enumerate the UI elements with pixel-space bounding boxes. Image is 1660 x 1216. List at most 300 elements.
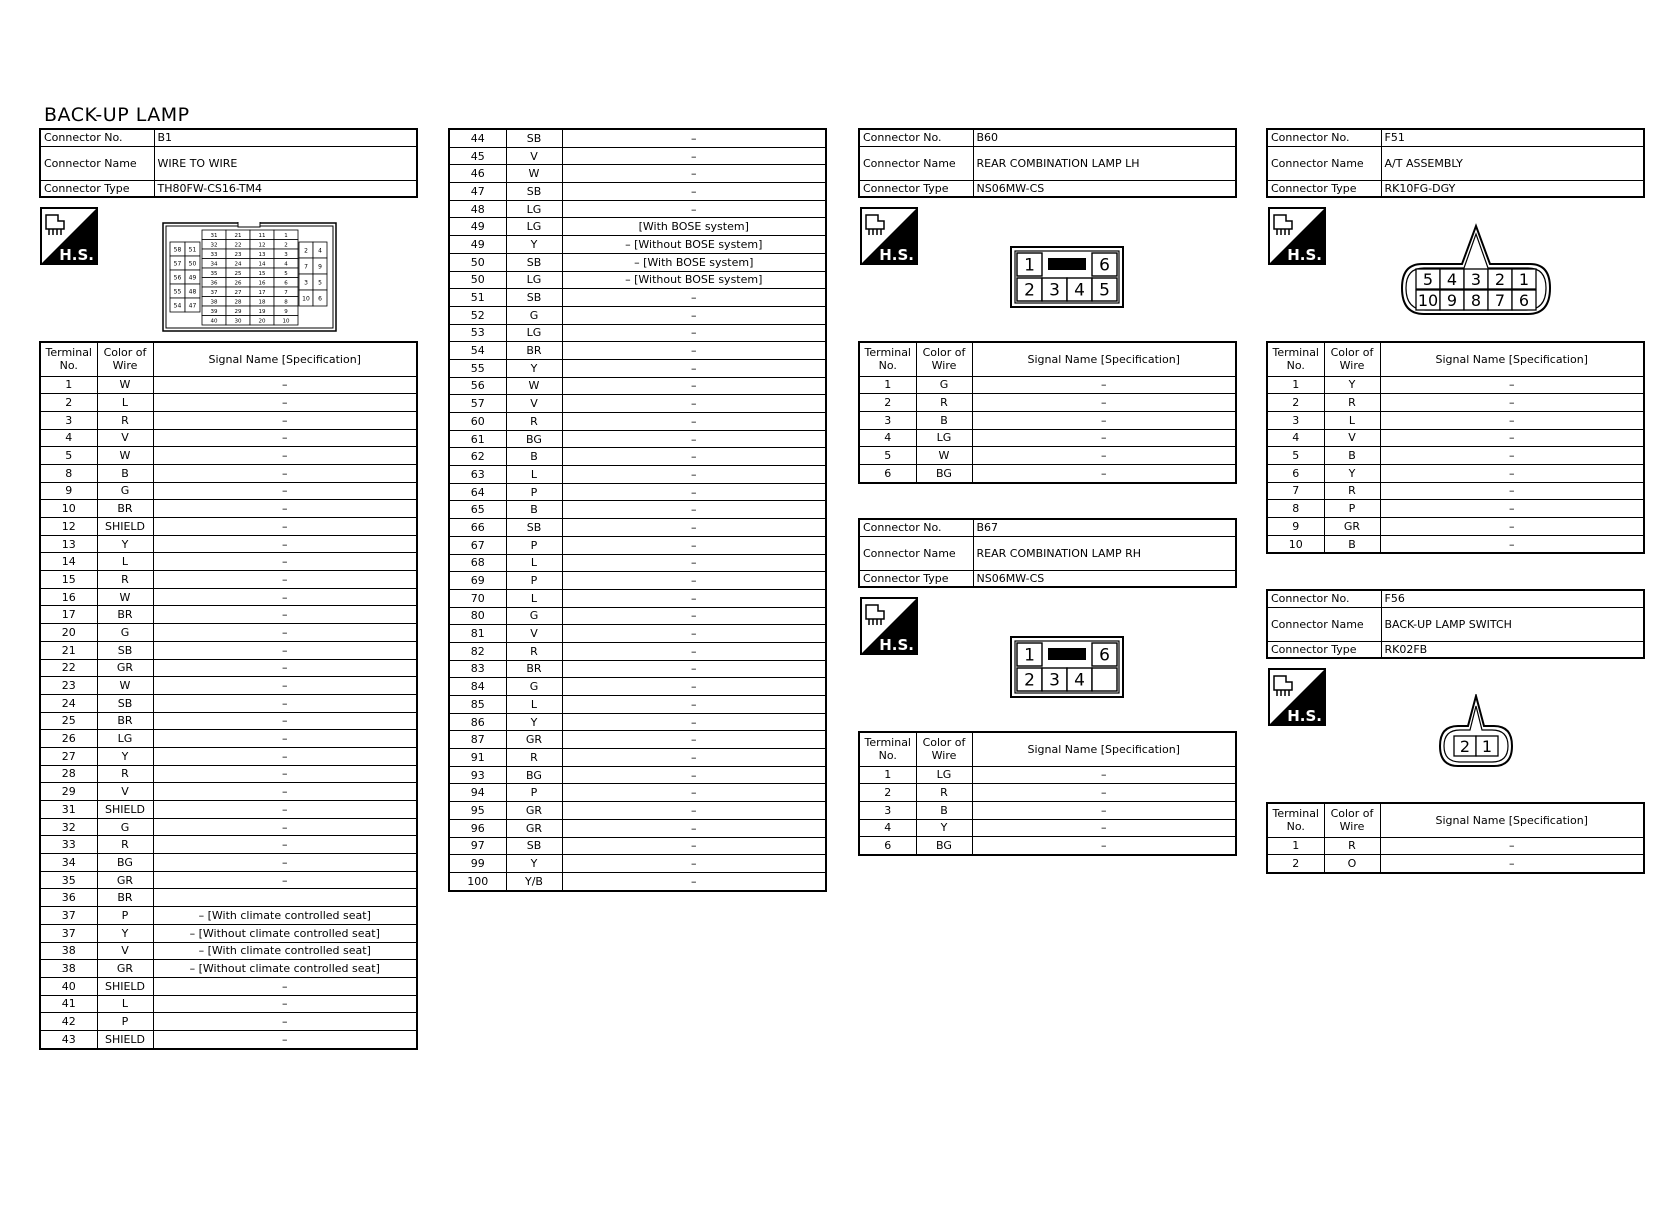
terminal-no: 9	[40, 482, 97, 500]
wire-color: BR	[97, 712, 153, 730]
wire-color: Y	[97, 535, 153, 553]
table-row	[449, 466, 826, 484]
signal-name: –	[562, 324, 826, 342]
wire-color: Y	[1324, 376, 1380, 394]
terminal-no: 1	[40, 376, 97, 394]
connector-pin	[1042, 278, 1067, 301]
terminal-table-f56	[1266, 802, 1645, 874]
svg-text:24: 24	[234, 261, 242, 268]
signal-name: –	[153, 588, 417, 606]
connector-pin	[250, 297, 274, 307]
svg-text:4: 4	[318, 247, 322, 255]
wire-color: GR	[506, 731, 562, 749]
table-row	[449, 589, 826, 607]
wire-color: GR	[97, 960, 153, 978]
table-row	[1267, 464, 1644, 482]
table-row	[40, 871, 417, 889]
connector-pin	[202, 259, 226, 269]
terminal-no: 33	[40, 836, 97, 854]
signal-name: –	[153, 995, 417, 1013]
wire-color: P	[506, 536, 562, 554]
terminal-no-header: Terminal No.	[40, 342, 97, 376]
terminal-no: 2	[1267, 394, 1324, 412]
wire-color: L	[1324, 411, 1380, 429]
connector-pin	[313, 274, 327, 290]
wire-color: R	[97, 836, 153, 854]
table-row	[449, 501, 826, 519]
table-row	[449, 802, 826, 820]
connector-pin	[299, 242, 313, 258]
svg-text:4: 4	[1074, 280, 1085, 301]
wire-color: W	[916, 447, 972, 465]
connector-type-value: RK10FG-DGY	[1381, 180, 1644, 197]
signal-name: –	[153, 818, 417, 836]
wire-color: BG	[506, 766, 562, 784]
connector-pin	[202, 287, 226, 297]
terminal-no: 80	[449, 607, 506, 625]
terminal-no: 6	[859, 464, 916, 482]
wire-color: V	[506, 147, 562, 165]
connector-pin	[313, 258, 327, 274]
table-row	[40, 1030, 417, 1048]
terminal-no: 2	[1267, 855, 1324, 873]
svg-text:29: 29	[234, 309, 242, 316]
connector-no-value: F51	[1381, 129, 1644, 146]
wire-color: LG	[97, 730, 153, 748]
wire-color: R	[97, 765, 153, 783]
connector-pin	[1017, 278, 1042, 301]
terminal-table-b67	[858, 731, 1237, 856]
terminal-no: 3	[1267, 411, 1324, 429]
connector-pin	[250, 278, 274, 288]
terminal-no: 22	[40, 659, 97, 677]
signal-name: –	[972, 819, 1236, 837]
table-row	[449, 625, 826, 643]
terminal-no: 14	[40, 553, 97, 571]
signal-name: –	[562, 536, 826, 554]
svg-text:9: 9	[284, 309, 288, 316]
connector-type-label: Connector Type	[859, 180, 973, 197]
connector-pin	[274, 240, 298, 250]
table-row	[449, 183, 826, 201]
terminal-no: 41	[40, 995, 97, 1013]
connector-pin	[1416, 290, 1440, 310]
svg-text:30: 30	[234, 318, 242, 325]
connector-pin	[250, 287, 274, 297]
connector-pin	[202, 230, 226, 240]
signal-name: –	[562, 625, 826, 643]
table-row	[449, 359, 826, 377]
signal-name: –	[972, 801, 1236, 819]
table-row	[449, 642, 826, 660]
svg-text:51: 51	[188, 246, 197, 254]
svg-text:26: 26	[234, 280, 242, 287]
terminal-no: 40	[40, 977, 97, 995]
wire-color: LG	[916, 429, 972, 447]
table-row	[859, 766, 1236, 784]
connector-pin	[1488, 269, 1512, 289]
connector-pin	[1017, 253, 1042, 276]
signal-name: –	[562, 872, 826, 890]
connector-pin	[185, 270, 200, 284]
wire-color: B	[916, 411, 972, 429]
terminal-no: 16	[40, 588, 97, 606]
table-row	[859, 447, 1236, 465]
connector-type-label: Connector Type	[40, 180, 154, 197]
connector-info-f56	[1266, 589, 1645, 659]
svg-text:9: 9	[318, 263, 322, 271]
signal-name: –	[562, 413, 826, 431]
connector-pin	[274, 306, 298, 316]
connector-pin	[274, 297, 298, 307]
table-row	[449, 324, 826, 342]
terminal-no-header: Terminal No.	[1267, 342, 1324, 376]
connector-pin	[1440, 269, 1464, 289]
table-row	[449, 731, 826, 749]
terminal-no: 2	[859, 394, 916, 412]
wire-color: SHIELD	[97, 977, 153, 995]
terminal-no: 48	[449, 200, 506, 218]
terminal-no: 37	[40, 924, 97, 942]
table-row	[449, 607, 826, 625]
connector-face-b60	[1010, 246, 1124, 308]
table-row	[40, 1013, 417, 1031]
svg-text:35: 35	[210, 271, 218, 278]
table-row	[40, 535, 417, 553]
signal-name: –	[972, 376, 1236, 394]
signal-name: –	[1380, 855, 1644, 873]
signal-name: –	[562, 713, 826, 731]
table-row	[40, 995, 417, 1013]
signal-name: – [Without climate controlled seat]	[153, 960, 417, 978]
wire-color: R	[97, 411, 153, 429]
connector-type-label: Connector Type	[859, 570, 973, 587]
terminal-no: 35	[40, 871, 97, 889]
connector-pin	[250, 240, 274, 250]
wire-color: P	[1324, 500, 1380, 518]
connector-face-f56	[1436, 694, 1516, 770]
svg-text:55: 55	[173, 288, 182, 296]
terminal-no: 32	[40, 818, 97, 836]
wire-color: R	[97, 571, 153, 589]
wire-color: SB	[506, 129, 562, 147]
table-row	[449, 554, 826, 572]
wire-color: SHIELD	[97, 518, 153, 536]
terminal-no: 31	[40, 801, 97, 819]
table-row	[449, 660, 826, 678]
table-row	[1267, 482, 1644, 500]
signal-name: –	[562, 430, 826, 448]
wire-color: R	[916, 394, 972, 412]
wire-color: L	[506, 589, 562, 607]
connector-pin	[170, 270, 185, 284]
svg-text:10: 10	[1417, 291, 1439, 310]
table-row	[40, 712, 417, 730]
terminal-table-b1	[39, 341, 418, 1050]
table-row	[40, 783, 417, 801]
table-row	[40, 482, 417, 500]
table-row	[859, 429, 1236, 447]
signal-name: –	[153, 694, 417, 712]
wire-color: P	[506, 572, 562, 590]
terminal-no: 93	[449, 766, 506, 784]
svg-text:2: 2	[1494, 270, 1506, 289]
wire-color: V	[97, 429, 153, 447]
table-row	[449, 519, 826, 537]
connector-pin	[170, 242, 185, 256]
svg-text:5: 5	[318, 279, 322, 287]
wire-color: LG	[506, 218, 562, 236]
connector-no-value: B60	[973, 129, 1236, 146]
svg-text:1: 1	[1024, 645, 1035, 666]
table-row	[1267, 447, 1644, 465]
connector-no-value: B1	[154, 129, 417, 146]
terminal-no: 50	[449, 253, 506, 271]
signal-name-header: Signal Name [Specification]	[1380, 342, 1644, 376]
table-row	[40, 907, 417, 925]
signal-name: –	[972, 447, 1236, 465]
signal-name: –	[1380, 429, 1644, 447]
terminal-no: 27	[40, 747, 97, 765]
svg-text:9: 9	[1446, 291, 1458, 310]
connector-no-value: B67	[973, 519, 1236, 536]
wire-color: L	[97, 553, 153, 571]
connector-pin	[226, 259, 250, 269]
table-row	[449, 342, 826, 360]
signal-name: –	[562, 642, 826, 660]
terminal-no: 4	[859, 819, 916, 837]
svg-text:4: 4	[1446, 270, 1458, 289]
connector-face-b67	[1010, 636, 1124, 698]
hs-badge-icon	[1268, 207, 1326, 265]
table-row	[40, 553, 417, 571]
wire-color: G	[97, 624, 153, 642]
wire-color: BR	[506, 660, 562, 678]
connector-pin	[299, 258, 313, 274]
signal-name: –	[153, 553, 417, 571]
terminal-no: 7	[1267, 482, 1324, 500]
table-row	[859, 464, 1236, 482]
terminal-no: 20	[40, 624, 97, 642]
svg-text:3: 3	[1049, 280, 1060, 301]
wire-color: GR	[506, 802, 562, 820]
wire-color: R	[506, 642, 562, 660]
connector-info-f51	[1266, 128, 1645, 198]
terminal-no: 1	[859, 766, 916, 784]
svg-text:2: 2	[1459, 737, 1471, 756]
signal-name: –	[153, 429, 417, 447]
svg-text:2: 2	[304, 247, 308, 255]
svg-text:10: 10	[302, 295, 310, 303]
table-row	[449, 872, 826, 890]
table-row	[1267, 535, 1644, 553]
terminal-no: 4	[859, 429, 916, 447]
connector-pin	[1488, 290, 1512, 310]
signal-name: –	[153, 801, 417, 819]
hs-badge-icon	[40, 207, 98, 265]
svg-text:21: 21	[234, 233, 242, 240]
wire-color: BR	[506, 342, 562, 360]
table-row	[449, 430, 826, 448]
connector-pin	[313, 242, 327, 258]
connector-type-value: TH80FW-CS16-TM4	[154, 180, 417, 197]
svg-text:6: 6	[318, 295, 322, 303]
signal-name: –	[562, 377, 826, 395]
table-row	[1267, 411, 1644, 429]
wire-color: BG	[916, 837, 972, 855]
terminal-no: 5	[859, 447, 916, 465]
table-row	[1267, 394, 1644, 412]
wire-color-header: Color of Wire	[916, 342, 972, 376]
terminal-no: 2	[859, 784, 916, 802]
wire-color: B	[506, 501, 562, 519]
table-row	[1267, 837, 1644, 855]
wire-color: R	[506, 413, 562, 431]
connector-pin	[226, 278, 250, 288]
wire-color: V	[97, 783, 153, 801]
signal-name: –	[1380, 482, 1644, 500]
connector-pin	[299, 274, 313, 290]
terminal-no: 84	[449, 678, 506, 696]
signal-name: –	[153, 730, 417, 748]
wire-color: LG	[506, 324, 562, 342]
terminal-no: 10	[1267, 535, 1324, 553]
svg-text:32: 32	[210, 242, 218, 249]
table-row	[40, 624, 417, 642]
connector-pin	[1512, 269, 1536, 289]
wire-color: Y	[97, 747, 153, 765]
svg-text:7: 7	[304, 263, 308, 271]
svg-text:19: 19	[258, 309, 266, 316]
connector-info-b60	[858, 128, 1237, 198]
connector-pin	[1454, 736, 1476, 756]
connector-name-label: Connector Name	[1267, 146, 1381, 180]
table-row	[449, 129, 826, 147]
wire-color: SB	[506, 837, 562, 855]
connector-pin	[170, 284, 185, 298]
terminal-no: 50	[449, 271, 506, 289]
terminal-no: 97	[449, 837, 506, 855]
terminal-table-f51	[1266, 341, 1645, 554]
signal-name: –	[972, 411, 1236, 429]
terminal-no: 15	[40, 571, 97, 589]
connector-info-b67	[858, 518, 1237, 588]
terminal-no: 99	[449, 855, 506, 873]
signal-name: –	[562, 466, 826, 484]
connector-pin	[1092, 668, 1117, 691]
terminal-no: 44	[449, 129, 506, 147]
table-row	[40, 376, 417, 394]
signal-name: –	[562, 855, 826, 873]
svg-text:14: 14	[258, 261, 266, 268]
table-row	[40, 429, 417, 447]
table-row	[859, 801, 1236, 819]
svg-text:18: 18	[258, 299, 266, 306]
svg-text:16: 16	[258, 280, 266, 287]
svg-text:4: 4	[284, 261, 288, 268]
wire-color: SHIELD	[97, 801, 153, 819]
signal-name: –	[1380, 535, 1644, 553]
wire-color: SB	[97, 641, 153, 659]
terminal-no: 38	[40, 960, 97, 978]
connector-no-label: Connector No.	[40, 129, 154, 146]
svg-text:37: 37	[210, 290, 218, 297]
svg-text:1: 1	[284, 233, 288, 240]
connector-pin	[1017, 668, 1042, 691]
terminal-no: 29	[40, 783, 97, 801]
connector-pin	[170, 298, 185, 312]
terminal-no: 96	[449, 819, 506, 837]
svg-text:6: 6	[284, 280, 288, 287]
wire-color: L	[506, 466, 562, 484]
wire-color: SHIELD	[97, 1030, 153, 1048]
connector-pin	[185, 256, 200, 270]
table-row	[449, 572, 826, 590]
terminal-no: 69	[449, 572, 506, 590]
terminal-no: 55	[449, 359, 506, 377]
signal-name	[153, 889, 417, 907]
connector-pin	[1440, 290, 1464, 310]
svg-text:2: 2	[1024, 280, 1035, 301]
connector-pin	[1067, 668, 1092, 691]
wire-color: P	[97, 1013, 153, 1031]
svg-text:3: 3	[304, 279, 308, 287]
terminal-no: 100	[449, 872, 506, 890]
connector-name-label: Connector Name	[859, 146, 973, 180]
terminal-no: 45	[449, 147, 506, 165]
connector-name-label: Connector Name	[859, 536, 973, 570]
svg-text:39: 39	[210, 309, 218, 316]
connector-pin	[1464, 290, 1488, 310]
connector-type-value: NS06MW-CS	[973, 570, 1236, 587]
terminal-no: 24	[40, 694, 97, 712]
table-row	[859, 837, 1236, 855]
terminal-no: 47	[449, 183, 506, 201]
table-row	[449, 306, 826, 324]
connector-pin	[185, 298, 200, 312]
table-row	[449, 413, 826, 431]
svg-text:3: 3	[1470, 270, 1482, 289]
signal-name: –	[562, 147, 826, 165]
wire-color: SB	[506, 519, 562, 537]
table-row	[449, 749, 826, 767]
svg-text:2: 2	[284, 242, 288, 249]
connector-pin	[1476, 736, 1498, 756]
terminal-no: 62	[449, 448, 506, 466]
signal-name: –	[562, 660, 826, 678]
table-row	[40, 730, 417, 748]
wire-color: GR	[506, 819, 562, 837]
wire-color: G	[506, 306, 562, 324]
connector-info-b1	[39, 128, 418, 198]
table-row	[859, 394, 1236, 412]
svg-text:33: 33	[210, 252, 218, 259]
svg-text:50: 50	[188, 260, 197, 268]
wire-color: Y	[506, 713, 562, 731]
signal-name: –	[972, 766, 1236, 784]
wire-color: V	[97, 942, 153, 960]
table-row	[40, 960, 417, 978]
terminal-no-header: Terminal No.	[1267, 803, 1324, 837]
terminal-no: 17	[40, 606, 97, 624]
table-row	[40, 500, 417, 518]
wire-color: P	[506, 784, 562, 802]
signal-name: – [With climate controlled seat]	[153, 942, 417, 960]
signal-name: –	[1380, 394, 1644, 412]
connector-type-label: Connector Type	[1267, 641, 1381, 658]
terminal-no: 21	[40, 641, 97, 659]
svg-text:58: 58	[173, 246, 182, 254]
